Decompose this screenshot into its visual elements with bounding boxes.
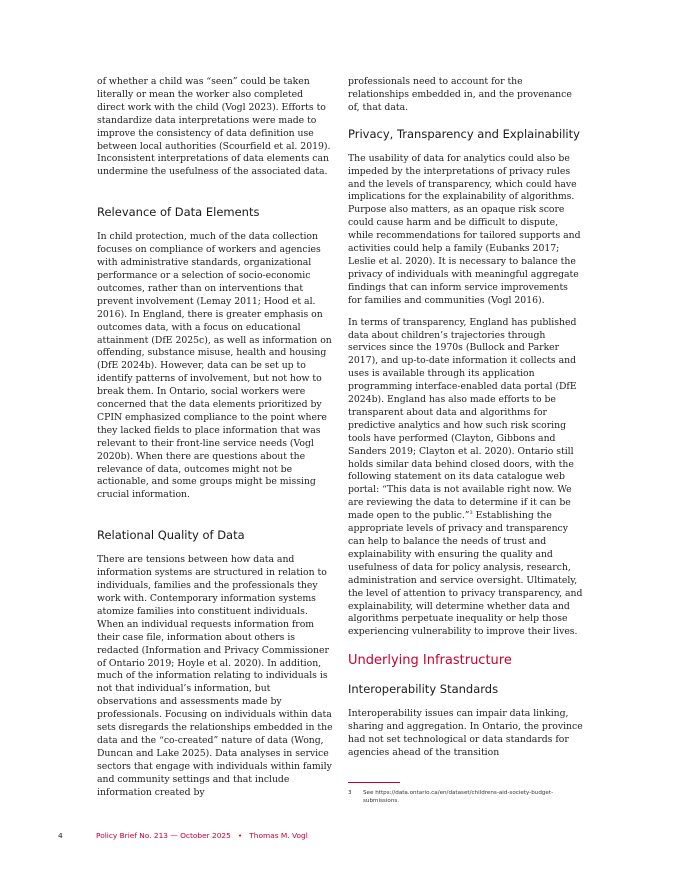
body-paragraph: The usability of data for analytics could also be impeded by the interpretations of privacy rules and the levels of transparency, which could have implications for the explainability of algorithms. Purpose also matters, as an opaque risk score could cause harm and be difficult to dispute, while recommendations for tailored supports and activities could help a family (Eubanks 2017; Leslie et al. 2020). It is necessary to balance the privacy of individuals with meaningful aggregate findings that can inform service improvements for families and communities (Vogl 2016).	[348, 152, 581, 306]
section-heading-privacy: Privacy, Transparency and Explainability	[348, 126, 580, 141]
body-paragraph	[348, 317, 584, 640]
footnote-divider	[348, 782, 400, 783]
footer-publication-info: Policy Brief No. 213 — October 2025 • Thomas M. Vogl	[96, 831, 308, 840]
footnote-reference[interactable]: 3	[469, 510, 473, 517]
body-paragraph: There are tensions between how data and information systems are structured in relation to individuals, families and the professionals they work with. Contemporary information systems atomize families into constituent individuals. When an individual requests information from their case file, information about others is redacted (Information and Privacy Commissioner of Ontario 2019; Hoyle et al. 2020). In addition, much of the information relating to individuals is not that individual’s information, but observations and assessments made by professionals. Focusing on individuals within data sets disregards the relationships embedded in the data and the “co-created” nature of data (Wong, Duncan and Lake 2025). Data analyses in service sectors that engage with individuals within family and community settings and that include information created by	[97, 554, 333, 798]
paragraph-text: Establishing the appropriate levels of privacy and transparency can help to balance the needs of trust and explainability with ensuring the quality and usefulness of data for policy analysis, research, administration and service oversight. Ultimately, the level of attention to privacy transparency, and explainability, will determine whether data and algorithms perpetuate inequality or help those experiencing vulnerability to improve their lives.	[348, 510, 583, 638]
section-heading-interoperability: Interoperability Standards	[348, 682, 499, 697]
section-heading-infrastructure: Underlying Infrastructure	[348, 653, 512, 669]
footnote-number: 3	[348, 789, 352, 796]
paragraph-text: In terms of transparency, England has published data about children’s trajectories through services since the 1970s (Bullock and Parker 2017), and up-to-date information it collects and uses is available through its application programming interface-enabled data portal (DfE 2024b). England has also made efforts to be transparent about data and algorithms for predictive analytics and how such risk scoring tools have performed (Clayton, Gibbons and Sanders 2019; Clayton et al. 2020). Ontario still holds similar data behind closed doors, with the following statement on its data catalogue web portal: “This data is not available right now. We are reviewing the data to determine if it can be made open to the public.”	[348, 316, 577, 522]
body-paragraph: Interoperability issues can impair data linking, sharing and aggregation. In Ontario, the province had not set technological or data standards for agencies ahead of the transition	[348, 708, 583, 758]
body-paragraph: professionals need to account for the relationships embedded in, and the provenance of, that data.	[348, 76, 572, 113]
right-column	[348, 76, 584, 806]
footnote-text[interactable]: See https://data.ontario.ca/en/dataset/childrens-aid-society-budget-submissions.	[363, 789, 554, 805]
left-column	[97, 76, 333, 809]
body-paragraph: of whether a child was “seen” could be taken literally or mean the worker also completed direct work with the child (Vogl 2023). Efforts to standardize data interpretations were made to improve the consistency of data definition use between local authorities (Scourfield et al. 2019). Inconsistent interpretations of data elements can undermine the usefulness of the associated data.	[97, 76, 331, 178]
section-heading-relevance: Relevance of Data Elements	[97, 205, 260, 220]
footnote	[348, 789, 584, 806]
page-number: 4	[58, 831, 63, 840]
body-paragraph: In child protection, much of the data collection focuses on compliance of workers and agencies with administrative standards, organizational performance or a selection of socio-economic outcomes, rather than on interventions that prevent involvement (Lemay 2011; Hood et al. 2016). In England, there is greater emphasis on outcomes data, with a focus on educational attainment (DfE 2025c), as well as information on offending, substance misuse, health and housing (DfE 2024b). However, data can be set up to identify patterns of involvement, but not how to break them. In Ontario, social workers were concerned that the data elements prioritized by CPIN emphasized compliance to the point where they lacked fields to place information that was relevant to their front-line service needs (Vogl 2020b). When there are questions about the relevance of data, outcomes might not be actionable, and some groups might be missing crucial information.	[97, 231, 332, 501]
section-heading-relational: Relational Quality of Data	[97, 528, 245, 543]
